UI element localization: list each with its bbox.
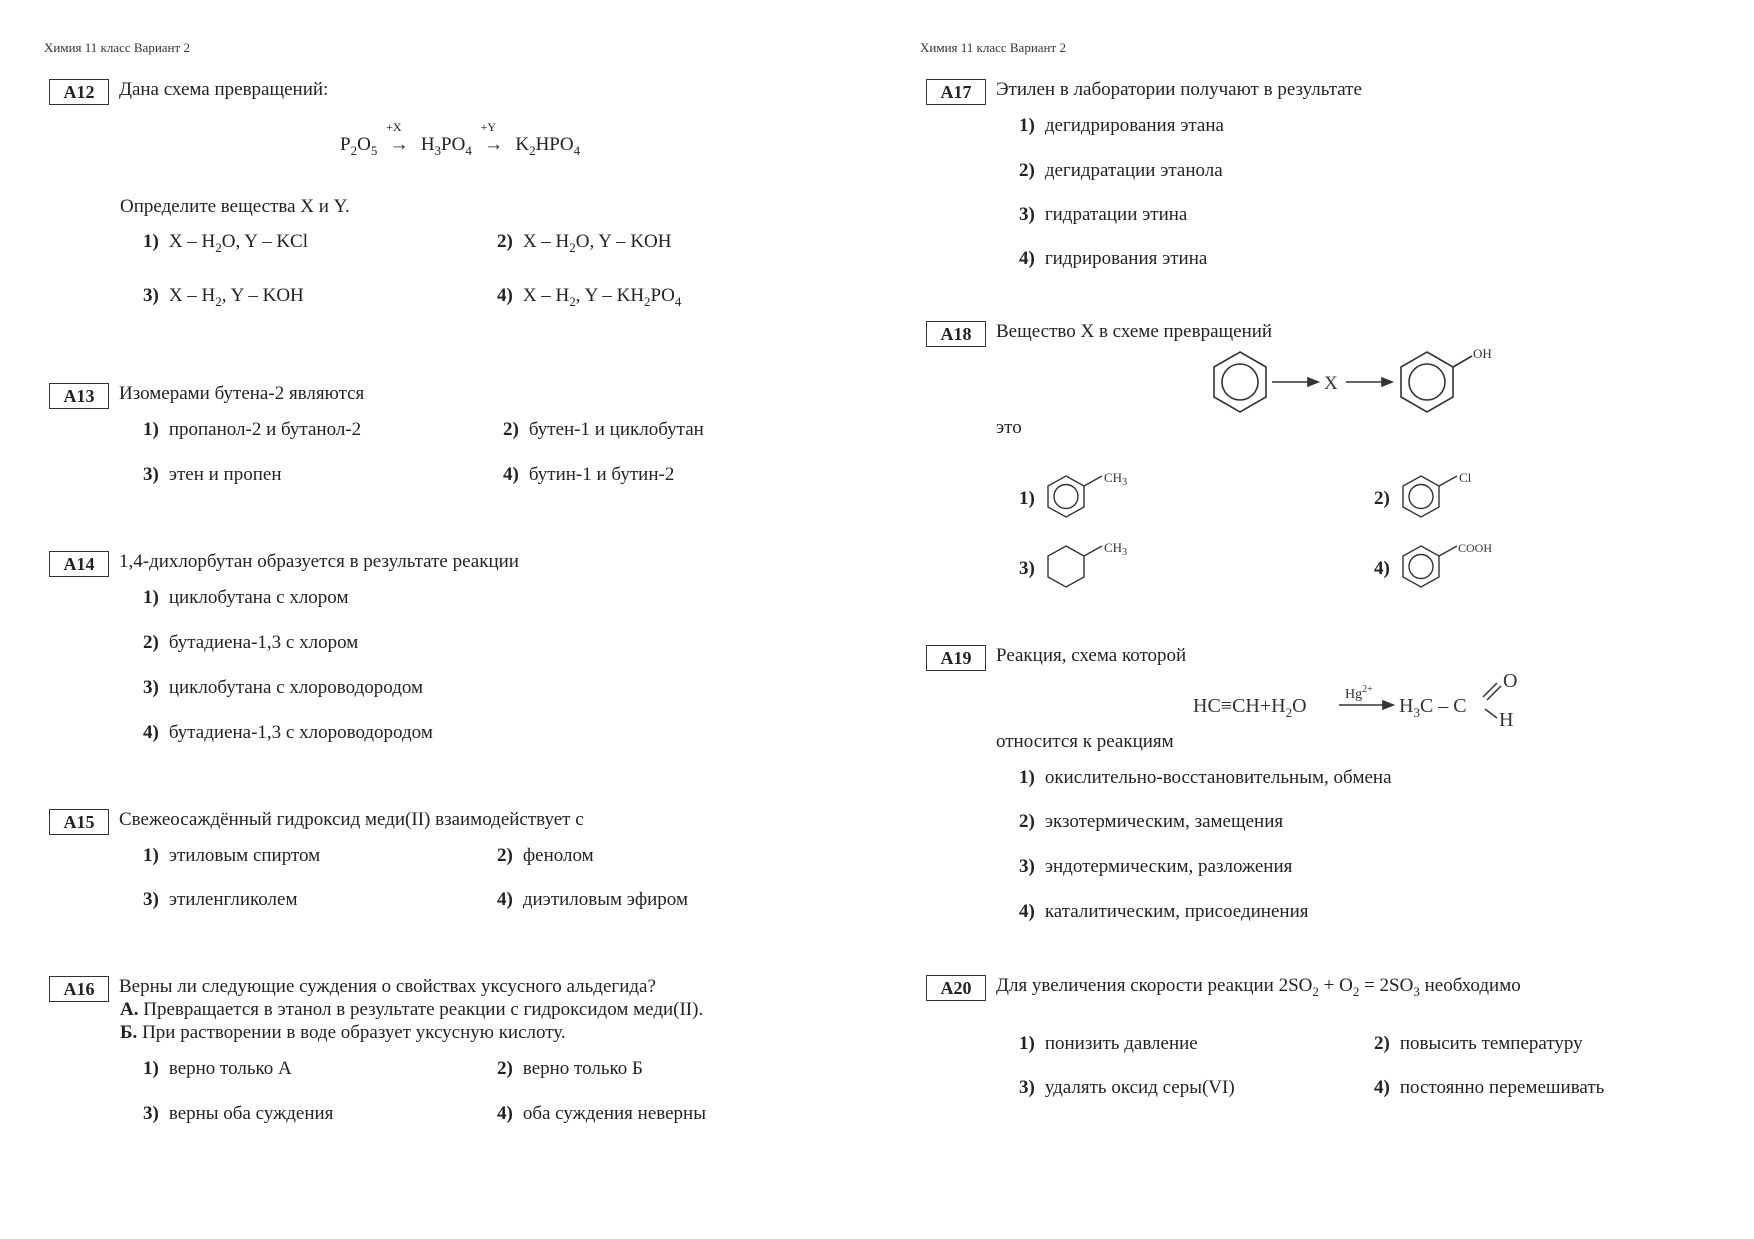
option-1[interactable]: 1) окислительно-восстановительным, обмена — [1019, 767, 1392, 788]
question-text: Реакция, схема которой — [996, 645, 1187, 666]
arrow-icon — [1346, 378, 1392, 386]
svg-text:H: H — [1499, 709, 1514, 727]
page-header-left: Химия 11 класс Вариант 2 — [44, 40, 190, 55]
svg-text:Cl: Cl — [1459, 470, 1472, 485]
benzene-ring-icon — [1214, 352, 1266, 412]
option-1[interactable]: 1) верно только А — [143, 1058, 292, 1079]
option-4[interactable]: 4) оба суждения неверны — [497, 1103, 706, 1124]
arrow-icon — [1272, 378, 1318, 386]
option-2[interactable]: 2) экзотермическим, замещения — [1019, 811, 1284, 832]
option-2[interactable]: 2) бутадиена-1,3 с хлором — [143, 632, 359, 653]
option-4[interactable]: 4) постоянно перемешивать — [1374, 1077, 1605, 1098]
svg-text:CH3: $CH_3$ — [1104, 540, 1128, 558]
catalyst-arrow-icon — [1339, 701, 1393, 709]
option-1[interactable]: 1) пропанол-2 и бутанол-2 — [143, 419, 362, 440]
question-text: Дана схема превращений: — [119, 79, 329, 100]
svg-text:H3C – C: $H_3C$ – C — [1399, 695, 1467, 720]
task-number: A16 — [49, 976, 109, 1002]
option-1[interactable]: 1) понизить давление — [1019, 1033, 1198, 1054]
option-4[interactable]: 4) бутин-1 и бутин-2 — [503, 464, 675, 485]
question-text: Вещество X в схеме превращений — [996, 321, 1273, 342]
option-2[interactable]: 2) верно только Б — [497, 1058, 643, 1079]
svg-text:Hg2+: $Hg^{2+}$ — [1345, 684, 1373, 702]
task-number: A13 — [49, 383, 109, 409]
chlorobenzene-structure — [1399, 466, 1489, 528]
methylcyclohexane-structure — [1044, 536, 1134, 598]
task-number: A19 — [926, 645, 986, 671]
conversion-scheme: $P_2O_5$ +X → $H_3PO_4$ +Y → $K_2HPO_4$ — [340, 120, 581, 158]
option-3[interactable]: 3) эндотермическим, разложения — [1019, 856, 1293, 877]
option-1[interactable]: 1) циклобутана с хлором — [143, 587, 349, 608]
option-4[interactable]: 4) X – $H_2$, Y – $KH_2PO_4$ — [497, 285, 682, 309]
prompt-text: это — [996, 417, 1022, 438]
option-3[interactable]: 3) верны оба суждения — [143, 1103, 334, 1124]
option-2[interactable]: 2) — [1374, 488, 1390, 509]
statement-a: А. Превращается в этанол в результате реакции с гидроксидом меди(II). — [120, 999, 704, 1020]
option-2[interactable]: 2) фенолом — [497, 845, 594, 866]
option-3[interactable]: 3) X – $H_2$, Y – KOH — [143, 285, 304, 309]
option-2[interactable]: 2) бутен-1 и циклобутан — [503, 419, 704, 440]
task-number: A18 — [926, 321, 986, 347]
arrow-y: +Y → — [480, 120, 504, 155]
question-text: Этилен в лаборатории получают в результате — [996, 79, 1362, 100]
option-3[interactable]: 3) этен и пропен — [143, 464, 282, 485]
task-number: A12 — [49, 79, 109, 105]
option-1[interactable]: 1) дегидрирования этана — [1019, 115, 1224, 136]
option-1[interactable]: 1) этиловым спиртом — [143, 845, 321, 866]
svg-text:O: O — [1503, 670, 1518, 692]
option-3[interactable]: 3) этиленгликолем — [143, 889, 298, 910]
prompt-text: Определите вещества X и Y. — [120, 196, 350, 217]
svg-text:HC≡CH+H2O: $HC\equiv CH+H_2O$ — [1193, 695, 1307, 720]
option-4[interactable]: 4) бутадиена-1,3 с хлороводородом — [143, 722, 433, 743]
question-text: Свежеосаждённый гидроксид меди(II) взаимодействует с — [119, 809, 584, 830]
option-3[interactable]: 3) гидратации этина — [1019, 204, 1188, 225]
option-1[interactable]: 1) X – $H_2O$, Y – KCl — [143, 231, 308, 255]
question-text: Верны ли следующие суждения о свойствах уксусного альдегида? — [119, 976, 656, 997]
question-text: Для увеличения скорости реакции $2SO_2 + O_2 = 2SO_3$ необходимо — [996, 975, 1521, 999]
option-4[interactable]: 4) каталитическим, присоединения — [1019, 901, 1309, 922]
a19-equation — [1185, 663, 1525, 727]
option-4[interactable]: 4) — [1374, 558, 1390, 579]
toluene-structure — [1044, 466, 1134, 528]
question-text: 1,4-дихлорбутан образуется в результате реакции — [119, 551, 519, 572]
benzoic-acid-structure — [1399, 536, 1509, 598]
option-4[interactable]: 4) гидрирования этина — [1019, 248, 1208, 269]
task-number: A17 — [926, 79, 986, 105]
arrow-x: +X → — [386, 120, 409, 155]
option-2[interactable]: 2) дегидратации этанола — [1019, 160, 1223, 181]
x-label: X — [1324, 373, 1338, 394]
option-3[interactable]: 3) удалять оксид серы(VI) — [1019, 1077, 1235, 1098]
option-3[interactable]: 3) циклобутана с хлороводородом — [143, 677, 424, 698]
option-2[interactable]: 2) X – $H_2O$, Y – KOH — [497, 231, 672, 255]
page-header-right: Химия 11 класс Вариант 2 — [920, 40, 1066, 55]
task-number: A15 — [49, 809, 109, 835]
question-text: Изомерами бутена-2 являются — [119, 383, 365, 404]
a18-scheme-diagram — [1200, 340, 1500, 420]
option-2[interactable]: 2) повысить температуру — [1374, 1033, 1583, 1054]
task-number: A20 — [926, 975, 986, 1001]
phenol-ring-icon — [1401, 352, 1472, 412]
option-1[interactable]: 1) — [1019, 488, 1035, 509]
oh-label: OH — [1473, 346, 1492, 361]
svg-text:CH3: $CH_3$ — [1104, 470, 1128, 488]
option-3[interactable]: 3) — [1019, 558, 1035, 579]
svg-text:COOH: COOH — [1458, 541, 1493, 555]
statement-b: Б. При растворении в воде образует уксусную кислоту. — [120, 1022, 566, 1043]
prompt-text: относится к реакциям — [996, 731, 1174, 752]
task-number: A14 — [49, 551, 109, 577]
option-4[interactable]: 4) диэтиловым эфиром — [497, 889, 688, 910]
